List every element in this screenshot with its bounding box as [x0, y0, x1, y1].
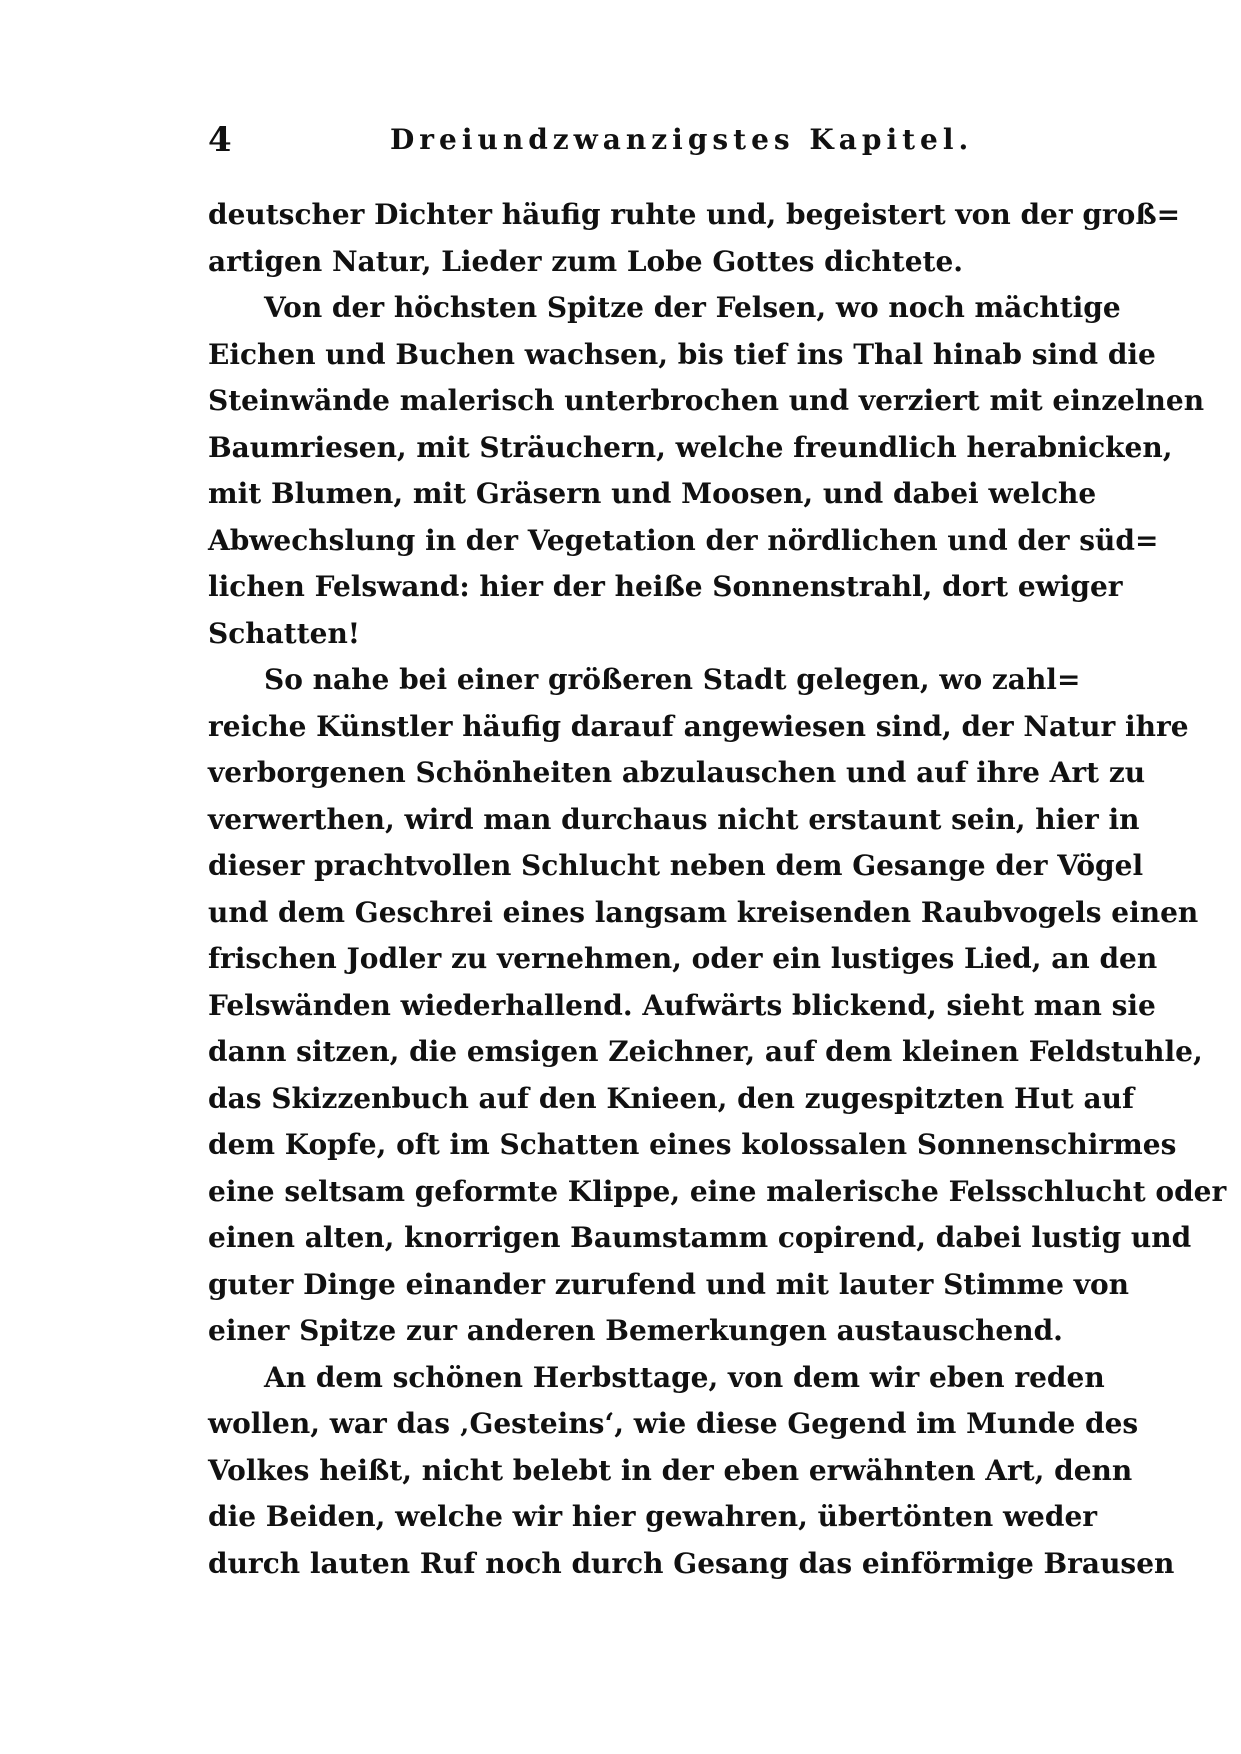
- text-line: und dem Geschrei eines langsam kreisenden Raubvogels einen: [208, 895, 1199, 929]
- text-line: durch lauten Ruf noch durch Gesang das einförmige Brausen: [208, 1546, 1175, 1580]
- text-line: das Skizzenbuch auf den Knieen, den zugespitzten Hut auf: [208, 1081, 1135, 1115]
- text-line: verwerthen, wird man durchaus nicht erstaunt sein, hier in: [208, 802, 1140, 836]
- text-line: dieser prachtvollen Schlucht neben dem Gesange der Vögel: [208, 849, 1144, 882]
- text-line: Schatten!: [208, 616, 361, 650]
- text-line: guter Dinge einander zurufend und mit lauter Stimme von: [208, 1267, 1129, 1301]
- text-line: frischen Jodler zu vernehmen, oder ein lustiges Lied, an den: [208, 942, 1158, 975]
- paragraph: [208, 285, 1205, 657]
- text-line: So nahe bei einer größeren Stadt gelegen, wo zahl=: [264, 663, 1081, 696]
- paragraph: [208, 657, 1227, 1355]
- text-line: dann sitzen, die emsigen Zeichner, auf dem kleinen Feldstuhle,: [208, 1035, 1203, 1068]
- text-line: mit Blumen, mit Gräsern und Moosen, und dabei welche: [208, 477, 1097, 510]
- text-line: An dem schönen Herbsttage, von dem wir eben reden: [264, 1360, 1105, 1394]
- text-line: Von der höchsten Spitze der Felsen, wo noch mächtige: [264, 291, 1121, 324]
- text-line: Baumriesen, mit Sträuchern, welche freundlich herabnicken,: [208, 430, 1173, 464]
- page-header: [208, 118, 1034, 162]
- text-line: einen alten, knorrigen Baumstamm copirend, dabei lustig und: [208, 1221, 1192, 1254]
- text-line: lichen Felswand: hier der heiße Sonnenstrahl, dort ewiger: [208, 570, 1123, 603]
- text-line: Felswänden wiederhallend. Aufwärts blickend, sieht man sie: [208, 988, 1156, 1022]
- text-line: die Beiden, welche wir hier gewahren, übertönten weder: [208, 1500, 1098, 1533]
- text-line: Steinwände malerisch unterbrochen und verziert mit einzelnen: [208, 384, 1205, 417]
- text-line: reiche Künstler häufig darauf angewiesen sind, der Natur ihre: [208, 709, 1189, 743]
- page-number: 4: [208, 120, 232, 160]
- text-line: artigen Natur, Lieder zum Lobe Gottes dichtete.: [208, 244, 964, 278]
- text-line: wollen, war das ‚Gesteins‘, wie diese Gegend im Munde des: [208, 1407, 1139, 1440]
- text-line: Volkes heißt, nicht belebt in der eben erwähnten Art, denn: [208, 1453, 1133, 1487]
- text-line: Abwechslung in der Vegetation der nördlichen und der süd=: [208, 523, 1159, 557]
- text-line: verborgenen Schönheiten abzulauschen und auf ihre Art zu: [208, 756, 1146, 789]
- body-text: [208, 192, 1227, 1587]
- text-line: Eichen und Buchen wachsen, bis tief ins Thal hinab sind die: [208, 337, 1156, 371]
- paragraph: [208, 1355, 1175, 1588]
- paragraph: [208, 192, 1181, 285]
- text-line: einer Spitze zur anderen Bemerkungen austauschend.: [208, 1314, 1063, 1347]
- text-line: dem Kopfe, oft im Schatten eines kolossalen Sonnenschirmes: [208, 1128, 1177, 1161]
- text-line: eine seltsam geformte Klippe, eine malerische Felsschlucht oder: [208, 1174, 1227, 1208]
- running-head: Dreiundzwanzigstes Kapitel.: [390, 123, 974, 156]
- text-line: deutscher Dichter häufig ruhte und, begeistert von der groß=: [208, 198, 1181, 231]
